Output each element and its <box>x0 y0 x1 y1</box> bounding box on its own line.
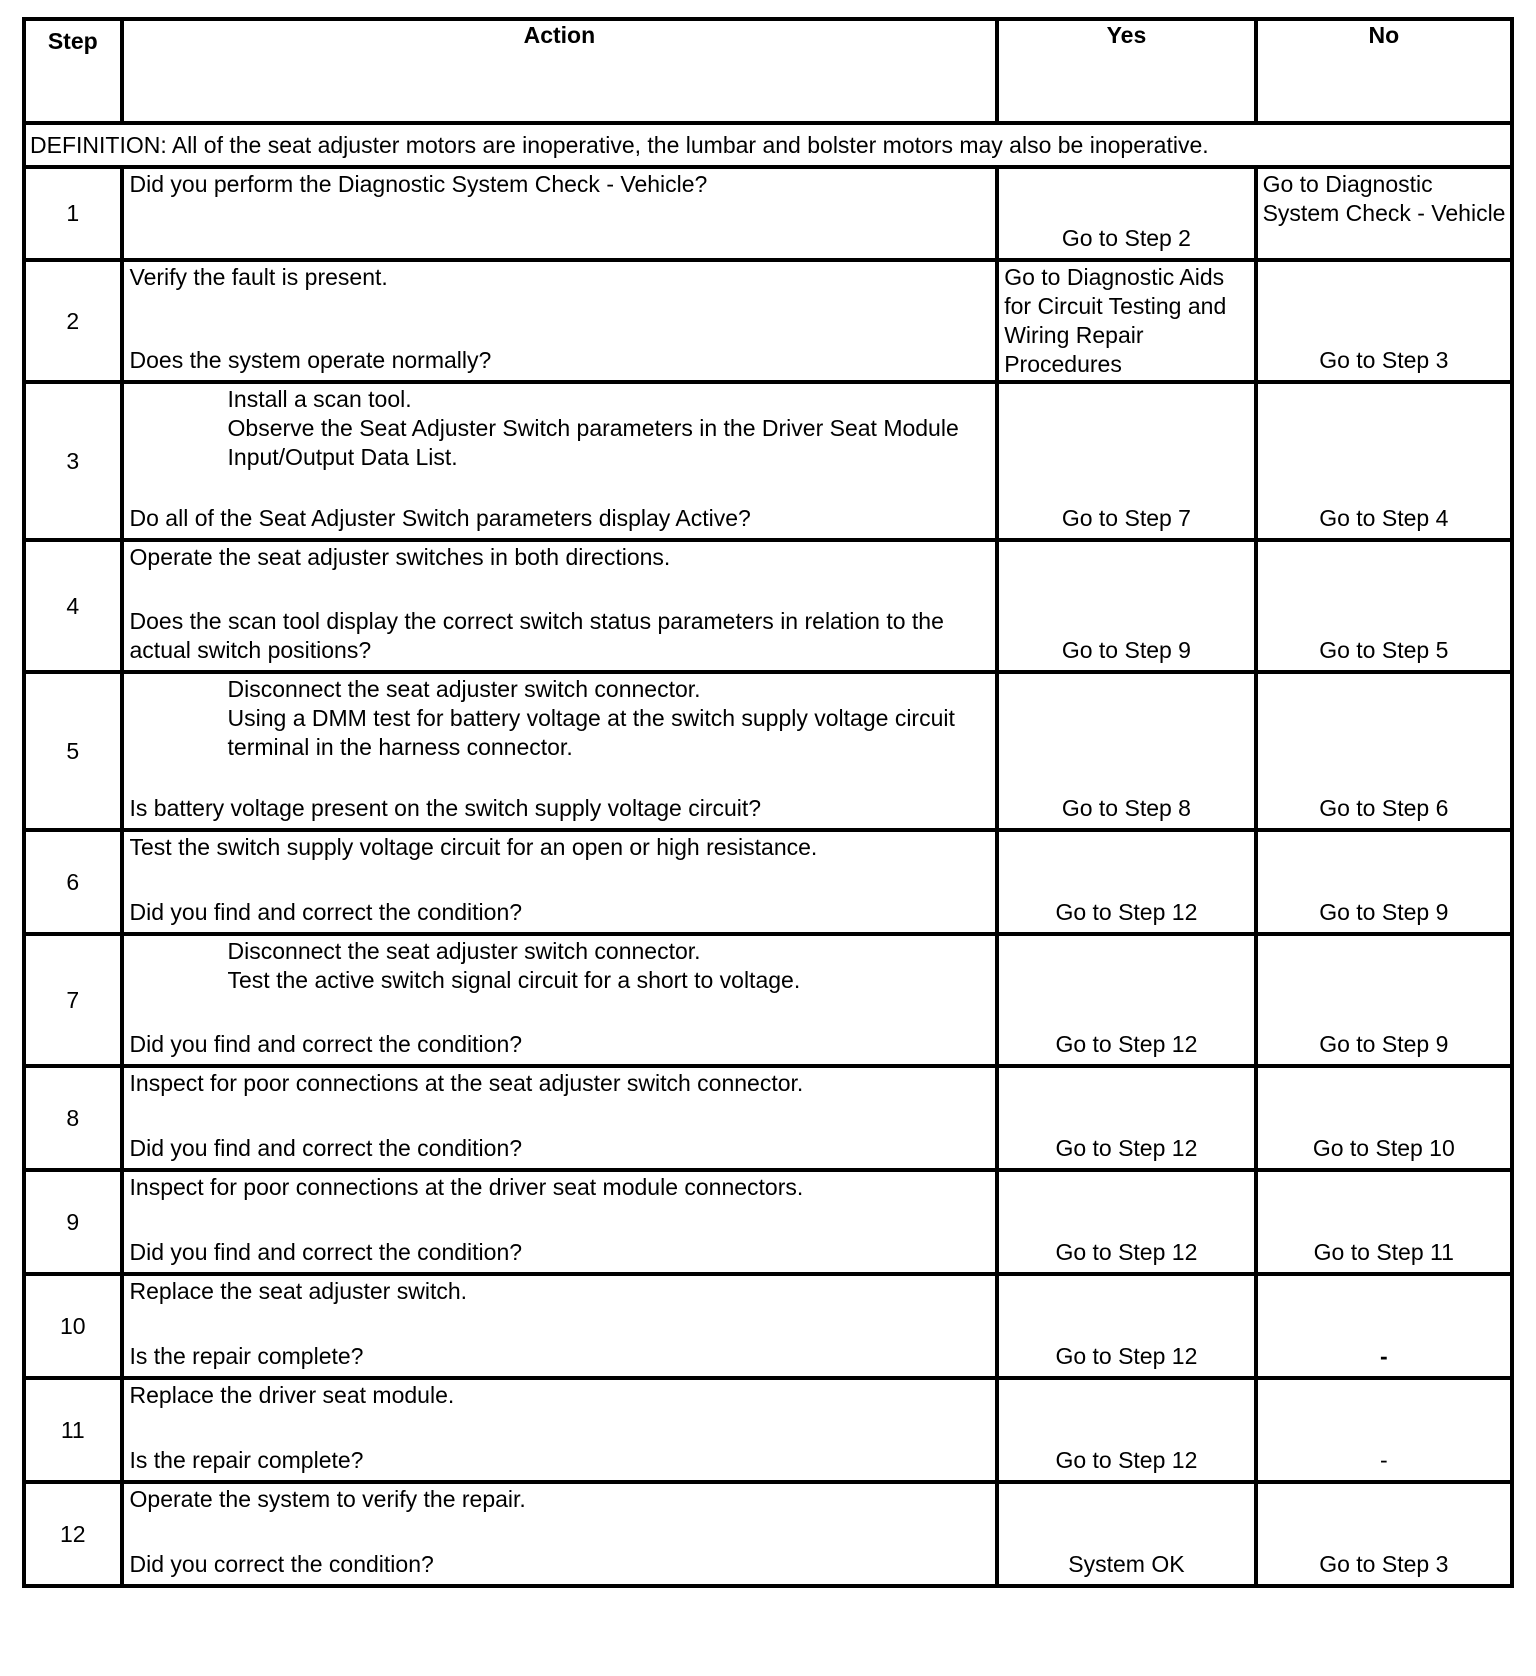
action-question: Did you find and correct the condition? <box>129 1239 523 1265</box>
no-cell <box>1256 1482 1512 1586</box>
no-cell <box>1256 1066 1512 1170</box>
action-cell <box>122 1378 998 1482</box>
action-instruction: Verify the fault is present. <box>129 264 388 290</box>
step-number: 5 <box>24 672 122 830</box>
action-cell <box>122 672 998 830</box>
table-row <box>24 1170 1512 1274</box>
yes-answer: Go to Step 12 <box>1055 1031 1198 1057</box>
action-instruction: Did you perform the Diagnostic System Check - Vehicle? <box>129 171 708 197</box>
no-answer: Go to Step 11 <box>1313 1239 1454 1265</box>
header-action-label: Action <box>523 22 596 48</box>
action-question: Is battery voltage present on the switch supply voltage circuit? <box>129 795 762 821</box>
yes-cell <box>997 1274 1255 1378</box>
action-cell <box>122 1482 998 1586</box>
step-number: 11 <box>24 1378 122 1482</box>
action-cell <box>122 934 998 1066</box>
no-answer: Go to Diagnostic System Check - Vehicle <box>1262 171 1506 226</box>
action-cell <box>122 167 998 260</box>
no-answer: Go to Step 9 <box>1319 899 1449 925</box>
action-question: Is the repair complete? <box>129 1447 364 1473</box>
action-instruction: Disconnect the seat adjuster switch connector. Test the active switch signal circuit for a short to voltage. <box>227 938 801 993</box>
yes-cell <box>997 1066 1255 1170</box>
no-cell <box>1256 1170 1512 1274</box>
action-question: Does the scan tool display the correct switch status parameters in relation to the actual switch positions? <box>129 608 944 663</box>
table-row <box>24 672 1512 830</box>
yes-cell <box>997 830 1255 934</box>
action-question: Did you find and correct the condition? <box>129 1031 523 1057</box>
action-cell <box>122 260 998 382</box>
yes-answer: System OK <box>1068 1551 1185 1577</box>
no-answer: Go to Step 9 <box>1319 1031 1449 1057</box>
action-instruction: Disconnect the seat adjuster switch connector. Using a DMM test for battery voltage at the switch supply voltage circuit terminal in the harness connector. <box>227 676 955 760</box>
no-cell <box>1256 672 1512 830</box>
yes-cell <box>997 1482 1255 1586</box>
yes-cell <box>997 672 1255 830</box>
header-yes <box>997 19 1255 123</box>
action-cell <box>122 1066 998 1170</box>
action-instruction: Test the switch supply voltage circuit for an open or high resistance. <box>129 834 818 860</box>
action-question: Do all of the Seat Adjuster Switch parameters display Active? <box>129 505 751 531</box>
no-cell <box>1256 382 1512 540</box>
yes-answer: Go to Diagnostic Aids for Circuit Testing and Wiring Repair Procedures <box>1004 264 1227 377</box>
yes-cell <box>997 260 1255 382</box>
yes-cell <box>997 1170 1255 1274</box>
no-answer: Go to Step 6 <box>1319 795 1449 821</box>
table-row <box>24 1066 1512 1170</box>
table-row <box>24 167 1512 260</box>
yes-answer: Go to Step 12 <box>1055 1447 1198 1473</box>
action-instruction: Replace the seat adjuster switch. <box>129 1278 468 1304</box>
yes-answer: Go to Step 12 <box>1055 1343 1198 1369</box>
no-answer: Go to Step 4 <box>1319 505 1449 531</box>
yes-answer: Go to Step 7 <box>1061 505 1191 531</box>
no-answer: - <box>1379 1343 1388 1369</box>
step-number: 3 <box>24 382 122 540</box>
header-no <box>1256 19 1512 123</box>
yes-cell <box>997 934 1255 1066</box>
no-cell <box>1256 260 1512 382</box>
no-cell <box>1256 167 1512 260</box>
action-cell <box>122 540 998 672</box>
header-step-label: Step <box>47 28 98 54</box>
table-row <box>24 1274 1512 1378</box>
no-answer: Go to Step 10 <box>1312 1135 1455 1161</box>
header-no-label: No <box>1368 22 1400 48</box>
action-instruction: Install a scan tool. Observe the Seat Adjuster Switch parameters in the Driver Seat Module Input/Output Data List. <box>227 386 959 470</box>
yes-cell <box>997 1378 1255 1482</box>
action-instruction: Operate the system to verify the repair. <box>129 1486 526 1512</box>
step-number: 4 <box>24 540 122 672</box>
action-question: Did you find and correct the condition? <box>129 899 523 925</box>
yes-answer: Go to Step 9 <box>1061 637 1191 663</box>
no-cell <box>1256 540 1512 672</box>
header-step <box>24 19 122 123</box>
yes-answer: Go to Step 8 <box>1061 795 1191 821</box>
action-cell <box>122 1274 998 1378</box>
diagnostic-table <box>22 17 1514 1588</box>
yes-cell <box>997 382 1255 540</box>
table-row <box>24 1378 1512 1482</box>
yes-answer: Go to Step 12 <box>1055 899 1198 925</box>
action-cell <box>122 830 998 934</box>
no-answer: Go to Step 5 <box>1319 637 1449 663</box>
action-cell <box>122 1170 998 1274</box>
action-instruction: Inspect for poor connections at the driver seat module connectors. <box>129 1174 804 1200</box>
no-answer: - <box>1379 1447 1388 1473</box>
action-instruction: Replace the driver seat module. <box>129 1382 455 1408</box>
header-row <box>24 19 1512 123</box>
step-number: 1 <box>24 167 122 260</box>
table-row <box>24 540 1512 672</box>
yes-cell <box>997 167 1255 260</box>
action-question: Does the system operate normally? <box>129 347 492 373</box>
table-row <box>24 382 1512 540</box>
no-cell <box>1256 1274 1512 1378</box>
table-row <box>24 934 1512 1066</box>
definition-row <box>24 123 1512 167</box>
action-instruction: Inspect for poor connections at the seat adjuster switch connector. <box>129 1070 804 1096</box>
no-cell <box>1256 1378 1512 1482</box>
step-number: 8 <box>24 1066 122 1170</box>
action-cell <box>122 382 998 540</box>
yes-cell <box>997 540 1255 672</box>
table-row <box>24 1482 1512 1586</box>
action-question: Did you correct the condition? <box>129 1551 434 1577</box>
yes-answer: Go to Step 2 <box>1061 225 1191 251</box>
header-action <box>122 19 998 123</box>
no-answer: Go to Step 3 <box>1319 1551 1449 1577</box>
step-number: 12 <box>24 1482 122 1586</box>
header-yes-label: Yes <box>1106 22 1147 48</box>
step-number: 10 <box>24 1274 122 1378</box>
step-number: 9 <box>24 1170 122 1274</box>
action-question <box>130 253 992 254</box>
table-row <box>24 260 1512 382</box>
step-number: 2 <box>24 260 122 382</box>
definition-text: DEFINITION: All of the seat adjuster motors are inoperative, the lumbar and bolster motors may also be inoperative. <box>24 123 1512 167</box>
step-number: 7 <box>24 934 122 1066</box>
table-row <box>24 830 1512 934</box>
yes-answer: Go to Step 12 <box>1055 1239 1198 1265</box>
yes-answer: Go to Step 12 <box>1055 1135 1198 1161</box>
no-cell <box>1256 934 1512 1066</box>
no-cell <box>1256 830 1512 934</box>
action-question: Is the repair complete? <box>129 1343 364 1369</box>
action-instruction: Operate the seat adjuster switches in both directions. <box>129 544 671 570</box>
no-answer: Go to Step 3 <box>1319 347 1449 373</box>
action-question: Did you find and correct the condition? <box>129 1135 523 1161</box>
step-number: 6 <box>24 830 122 934</box>
